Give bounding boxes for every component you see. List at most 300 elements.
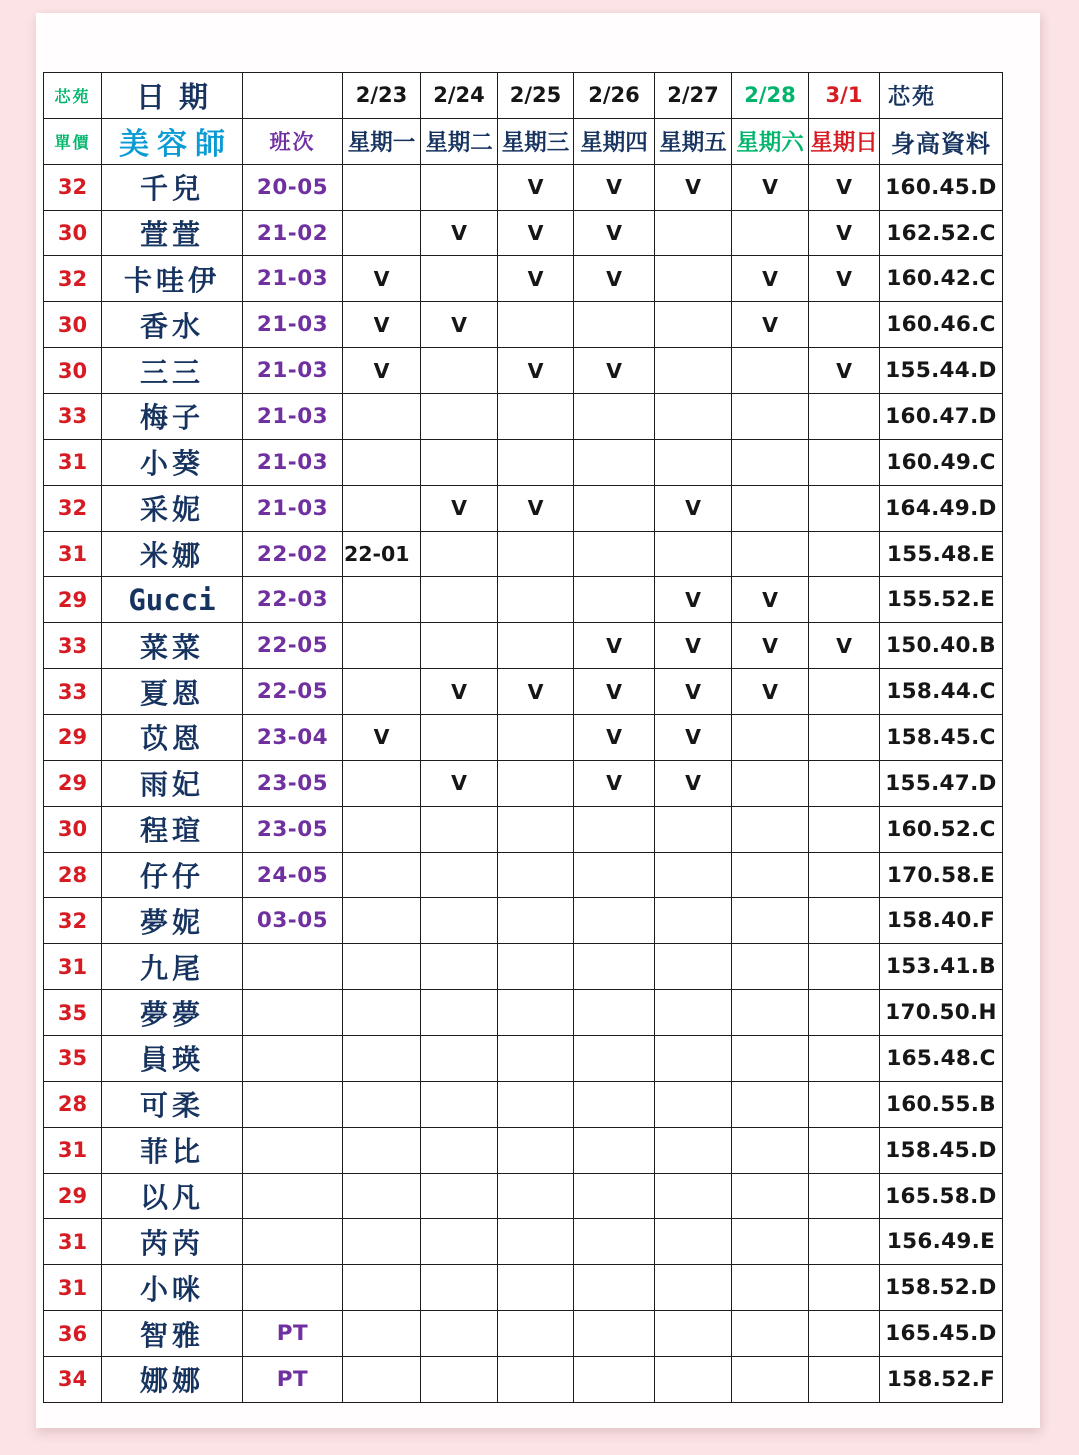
staff-row — [44, 760, 1003, 806]
day-cell — [655, 531, 732, 577]
shift-cell: 21-03 — [243, 394, 343, 440]
staff-row — [44, 439, 1003, 485]
day-cell — [498, 944, 574, 990]
day-cell — [655, 1081, 732, 1127]
staff-row — [44, 852, 1003, 898]
day-cell — [655, 1127, 732, 1173]
price-cell: 29 — [44, 1173, 102, 1219]
day-cell — [498, 439, 574, 485]
price-cell: 28 — [44, 852, 102, 898]
day-cell — [498, 623, 574, 669]
day-cell: V — [574, 164, 655, 210]
day-cell — [343, 164, 421, 210]
weekday-header-3: 星期三 — [498, 118, 574, 164]
day-cell: V — [655, 760, 732, 806]
staff-label: 美容師 — [102, 118, 243, 164]
shift-cell: 24-05 — [243, 852, 343, 898]
day-cell — [655, 439, 732, 485]
price-cell: 29 — [44, 715, 102, 761]
name-cell: 夏恩 — [102, 669, 243, 715]
height-data-label: 身高資料 — [880, 118, 1003, 164]
day-cell — [343, 1311, 421, 1357]
name-cell: 芮芮 — [102, 1219, 243, 1265]
day-cell — [809, 715, 880, 761]
staff-row — [44, 990, 1003, 1036]
height-cell: 165.48.C — [880, 1036, 1003, 1082]
day-cell — [498, 577, 574, 623]
day-cell — [343, 1081, 421, 1127]
height-cell: 160.42.C — [880, 256, 1003, 302]
day-cell — [574, 852, 655, 898]
name-cell: 員瑛 — [102, 1036, 243, 1082]
day-cell: V — [421, 302, 498, 348]
day-cell: V — [809, 164, 880, 210]
day-cell: V — [498, 485, 574, 531]
day-cell — [421, 1357, 498, 1403]
price-cell: 33 — [44, 394, 102, 440]
shift-cell: PT — [243, 1311, 343, 1357]
day-cell — [343, 1219, 421, 1265]
day-cell — [732, 1081, 809, 1127]
height-cell: 170.50.H — [880, 990, 1003, 1036]
staff-row — [44, 577, 1003, 623]
day-cell — [809, 990, 880, 1036]
day-cell — [498, 1127, 574, 1173]
corner-top-left-label: 芯苑 — [44, 73, 102, 119]
day-cell — [421, 531, 498, 577]
height-cell: 164.49.D — [880, 485, 1003, 531]
day-cell: V — [655, 164, 732, 210]
day-cell — [421, 439, 498, 485]
day-cell — [574, 898, 655, 944]
day-cell: V — [655, 485, 732, 531]
shift-cell: 22-05 — [243, 623, 343, 669]
staff-row — [44, 1036, 1003, 1082]
day-cell — [343, 210, 421, 256]
height-cell: 155.48.E — [880, 531, 1003, 577]
day-cell — [574, 302, 655, 348]
weekday-header-row — [44, 118, 1003, 164]
staff-row — [44, 1265, 1003, 1311]
day-cell — [732, 394, 809, 440]
shift-cell: 22-03 — [243, 577, 343, 623]
day-cell: V — [732, 256, 809, 302]
staff-row — [44, 302, 1003, 348]
staff-row — [44, 348, 1003, 394]
height-cell: 158.45.D — [880, 1127, 1003, 1173]
day-cell — [421, 1173, 498, 1219]
day-cell — [421, 715, 498, 761]
day-cell — [655, 394, 732, 440]
name-cell: 小咪 — [102, 1265, 243, 1311]
weekday-header-5: 星期五 — [655, 118, 732, 164]
price-cell: 35 — [44, 990, 102, 1036]
day-cell — [809, 1265, 880, 1311]
shift-cell: 23-05 — [243, 760, 343, 806]
day-cell: V — [421, 210, 498, 256]
day-cell — [343, 669, 421, 715]
day-cell — [574, 944, 655, 990]
shift-cell: 21-03 — [243, 439, 343, 485]
day-cell — [343, 1357, 421, 1403]
height-cell: 160.49.C — [880, 439, 1003, 485]
price-cell: 31 — [44, 531, 102, 577]
day-cell — [655, 1173, 732, 1219]
height-cell: 170.58.E — [880, 852, 1003, 898]
price-cell: 35 — [44, 1036, 102, 1082]
staff-row — [44, 715, 1003, 761]
day-cell — [732, 898, 809, 944]
day-cell: V — [655, 623, 732, 669]
day-cell — [809, 1173, 880, 1219]
day-cell: V — [732, 302, 809, 348]
day-cell: V — [574, 256, 655, 302]
name-cell: 卡哇伊 — [102, 256, 243, 302]
height-cell: 160.45.D — [880, 164, 1003, 210]
day-cell — [809, 944, 880, 990]
price-cell: 30 — [44, 348, 102, 394]
day-cell — [574, 577, 655, 623]
name-cell: 夢夢 — [102, 990, 243, 1036]
date-header-6: 2/28 — [732, 73, 809, 119]
unit-price-label: 單價 — [44, 118, 102, 164]
name-cell: 智雅 — [102, 1311, 243, 1357]
day-cell — [343, 1127, 421, 1173]
day-cell — [809, 1081, 880, 1127]
name-cell: 采妮 — [102, 485, 243, 531]
day-cell — [574, 990, 655, 1036]
price-cell: 31 — [44, 439, 102, 485]
price-cell: 32 — [44, 485, 102, 531]
day-cell — [732, 1311, 809, 1357]
staff-row — [44, 623, 1003, 669]
height-cell: 155.52.E — [880, 577, 1003, 623]
price-cell: 33 — [44, 623, 102, 669]
name-cell: 三三 — [102, 348, 243, 394]
shift-label: 班次 — [243, 118, 343, 164]
day-cell — [809, 439, 880, 485]
day-cell — [809, 1127, 880, 1173]
day-cell — [809, 531, 880, 577]
day-cell — [809, 1311, 880, 1357]
day-cell — [732, 348, 809, 394]
day-cell — [732, 1357, 809, 1403]
day-cell: V — [421, 760, 498, 806]
day-cell — [343, 852, 421, 898]
height-cell: 158.40.F — [880, 898, 1003, 944]
day-cell — [809, 1357, 880, 1403]
day-cell — [732, 760, 809, 806]
day-cell — [498, 302, 574, 348]
day-cell — [574, 485, 655, 531]
day-cell — [655, 1357, 732, 1403]
day-cell — [343, 760, 421, 806]
price-cell: 30 — [44, 806, 102, 852]
day-cell — [574, 1219, 655, 1265]
day-cell — [498, 1219, 574, 1265]
day-cell — [498, 394, 574, 440]
day-cell — [732, 1036, 809, 1082]
day-cell — [732, 210, 809, 256]
shift-cell: 23-05 — [243, 806, 343, 852]
height-cell: 160.52.C — [880, 806, 1003, 852]
day-cell: V — [343, 348, 421, 394]
day-cell — [732, 1265, 809, 1311]
day-cell — [421, 348, 498, 394]
day-cell — [809, 577, 880, 623]
name-cell: 苡恩 — [102, 715, 243, 761]
name-cell: 夢妮 — [102, 898, 243, 944]
shift-cell: 21-03 — [243, 302, 343, 348]
day-cell: V — [732, 669, 809, 715]
day-cell: V — [343, 715, 421, 761]
date-header-2: 2/24 — [421, 73, 498, 119]
day-cell — [574, 1357, 655, 1403]
day-cell — [498, 1081, 574, 1127]
day-cell — [343, 898, 421, 944]
height-cell: 165.58.D — [880, 1173, 1003, 1219]
day-cell — [809, 1219, 880, 1265]
date-header-7: 3/1 — [809, 73, 880, 119]
schedule-table — [43, 72, 1003, 1403]
day-cell — [574, 439, 655, 485]
date-header-3: 2/25 — [498, 73, 574, 119]
day-cell: V — [421, 485, 498, 531]
shift-cell: 22-05 — [243, 669, 343, 715]
day-cell — [732, 485, 809, 531]
shift-cell: 03-05 — [243, 898, 343, 944]
price-cell: 32 — [44, 164, 102, 210]
day-cell: V — [655, 669, 732, 715]
day-cell — [421, 1081, 498, 1127]
day-cell: V — [498, 210, 574, 256]
day-cell — [343, 485, 421, 531]
shift-cell: 22-02 — [243, 531, 343, 577]
day-cell: V — [655, 577, 732, 623]
date-label: 日期 — [102, 73, 243, 119]
day-cell — [421, 852, 498, 898]
staff-row — [44, 806, 1003, 852]
shift-cell — [243, 944, 343, 990]
name-cell: 萱萱 — [102, 210, 243, 256]
day-cell — [421, 394, 498, 440]
shift-cell: 20-05 — [243, 164, 343, 210]
day-cell: V — [498, 164, 574, 210]
day-cell — [421, 1036, 498, 1082]
height-cell: 158.45.C — [880, 715, 1003, 761]
height-cell: 160.46.C — [880, 302, 1003, 348]
staff-row — [44, 210, 1003, 256]
day-cell — [498, 1357, 574, 1403]
height-cell: 153.41.B — [880, 944, 1003, 990]
day-cell — [498, 531, 574, 577]
name-cell: 菜菜 — [102, 623, 243, 669]
day-cell — [809, 1036, 880, 1082]
day-cell: V — [574, 715, 655, 761]
shift-cell — [243, 1036, 343, 1082]
weekday-header-2: 星期二 — [421, 118, 498, 164]
day-cell — [809, 852, 880, 898]
price-cell: 31 — [44, 1265, 102, 1311]
day-cell — [809, 302, 880, 348]
staff-row — [44, 394, 1003, 440]
price-cell: 31 — [44, 1219, 102, 1265]
day-cell — [421, 1311, 498, 1357]
name-cell: 九尾 — [102, 944, 243, 990]
date-header-5: 2/27 — [655, 73, 732, 119]
date-header-1: 2/23 — [343, 73, 421, 119]
staff-row — [44, 1173, 1003, 1219]
day-cell — [343, 1173, 421, 1219]
day-cell — [498, 852, 574, 898]
day-cell: V — [498, 256, 574, 302]
day-cell — [574, 806, 655, 852]
day-cell — [732, 806, 809, 852]
staff-row — [44, 1311, 1003, 1357]
paper — [36, 13, 1040, 1428]
day-cell — [809, 394, 880, 440]
shift-cell: 21-03 — [243, 485, 343, 531]
day-cell — [655, 210, 732, 256]
name-cell: 雨妃 — [102, 760, 243, 806]
date-header-row — [44, 73, 1003, 119]
day-cell — [574, 1173, 655, 1219]
day-cell: V — [574, 669, 655, 715]
day-cell — [498, 1036, 574, 1082]
day-cell — [732, 439, 809, 485]
corner-top-right-label: 芯苑 — [880, 73, 1003, 119]
day-cell — [343, 439, 421, 485]
price-cell: 30 — [44, 210, 102, 256]
day-cell — [655, 1265, 732, 1311]
staff-row — [44, 1127, 1003, 1173]
shift-cell — [243, 1081, 343, 1127]
day-cell — [343, 1265, 421, 1311]
price-cell: 32 — [44, 898, 102, 944]
day-cell — [809, 669, 880, 715]
day-cell — [343, 990, 421, 1036]
day-cell: V — [343, 256, 421, 302]
height-cell: 158.52.D — [880, 1265, 1003, 1311]
shift-cell — [243, 1127, 343, 1173]
price-cell: 29 — [44, 577, 102, 623]
name-cell: 米娜 — [102, 531, 243, 577]
day-cell — [574, 1127, 655, 1173]
day-cell — [732, 1219, 809, 1265]
shift-cell: PT — [243, 1357, 343, 1403]
staff-row — [44, 256, 1003, 302]
day-cell — [655, 898, 732, 944]
day-cell — [574, 1036, 655, 1082]
name-cell: 千兒 — [102, 164, 243, 210]
day-cell — [655, 1311, 732, 1357]
name-cell: 以凡 — [102, 1173, 243, 1219]
height-cell: 155.47.D — [880, 760, 1003, 806]
price-cell: 31 — [44, 1127, 102, 1173]
day-cell — [343, 1036, 421, 1082]
day-cell: V — [732, 623, 809, 669]
schedule-body — [44, 164, 1003, 1402]
day-cell: V — [343, 302, 421, 348]
day-cell — [421, 898, 498, 944]
day-cell — [421, 164, 498, 210]
shift-cell: 21-03 — [243, 256, 343, 302]
price-cell: 31 — [44, 944, 102, 990]
shift-cell: 23-04 — [243, 715, 343, 761]
day-cell — [421, 990, 498, 1036]
day-cell: V — [809, 348, 880, 394]
weekday-header-6: 星期六 — [732, 118, 809, 164]
day-cell: V — [809, 623, 880, 669]
day-cell — [655, 1219, 732, 1265]
day-cell — [732, 944, 809, 990]
day-cell — [732, 1127, 809, 1173]
day-cell — [574, 1311, 655, 1357]
day-cell — [655, 852, 732, 898]
day-cell — [732, 1173, 809, 1219]
date-header-4: 2/26 — [574, 73, 655, 119]
day-cell: V — [809, 256, 880, 302]
day-cell: V — [574, 623, 655, 669]
day-cell — [809, 485, 880, 531]
day-cell — [498, 806, 574, 852]
shift-cell — [243, 1173, 343, 1219]
staff-row — [44, 531, 1003, 577]
day-cell — [574, 1081, 655, 1127]
weekday-header-4: 星期四 — [574, 118, 655, 164]
day-cell — [421, 623, 498, 669]
name-cell: 程瑄 — [102, 806, 243, 852]
price-cell: 32 — [44, 256, 102, 302]
day-cell — [498, 1311, 574, 1357]
day-cell — [574, 531, 655, 577]
day-cell: V — [732, 577, 809, 623]
day-cell: V — [498, 348, 574, 394]
day-cell — [343, 394, 421, 440]
day-cell — [498, 990, 574, 1036]
price-cell: 30 — [44, 302, 102, 348]
day-cell: V — [809, 210, 880, 256]
staff-row — [44, 164, 1003, 210]
price-cell: 36 — [44, 1311, 102, 1357]
staff-row — [44, 898, 1003, 944]
day-cell — [421, 1265, 498, 1311]
height-cell: 160.47.D — [880, 394, 1003, 440]
day-cell: V — [655, 715, 732, 761]
height-cell: 160.55.B — [880, 1081, 1003, 1127]
day-cell: 22-01 — [343, 531, 421, 577]
name-cell: 梅子 — [102, 394, 243, 440]
staff-row — [44, 944, 1003, 990]
name-cell: 娜娜 — [102, 1357, 243, 1403]
staff-row — [44, 485, 1003, 531]
day-cell — [421, 577, 498, 623]
day-cell — [421, 944, 498, 990]
name-cell: Gucci — [102, 577, 243, 623]
shift-cell — [243, 1265, 343, 1311]
shift-header-spacer — [243, 73, 343, 119]
day-cell: V — [574, 348, 655, 394]
name-cell: 小葵 — [102, 439, 243, 485]
shift-cell — [243, 990, 343, 1036]
name-cell: 菲比 — [102, 1127, 243, 1173]
shift-cell: 21-02 — [243, 210, 343, 256]
day-cell — [655, 990, 732, 1036]
day-cell — [343, 623, 421, 669]
day-cell: V — [732, 164, 809, 210]
day-cell — [343, 806, 421, 852]
day-cell — [574, 1265, 655, 1311]
